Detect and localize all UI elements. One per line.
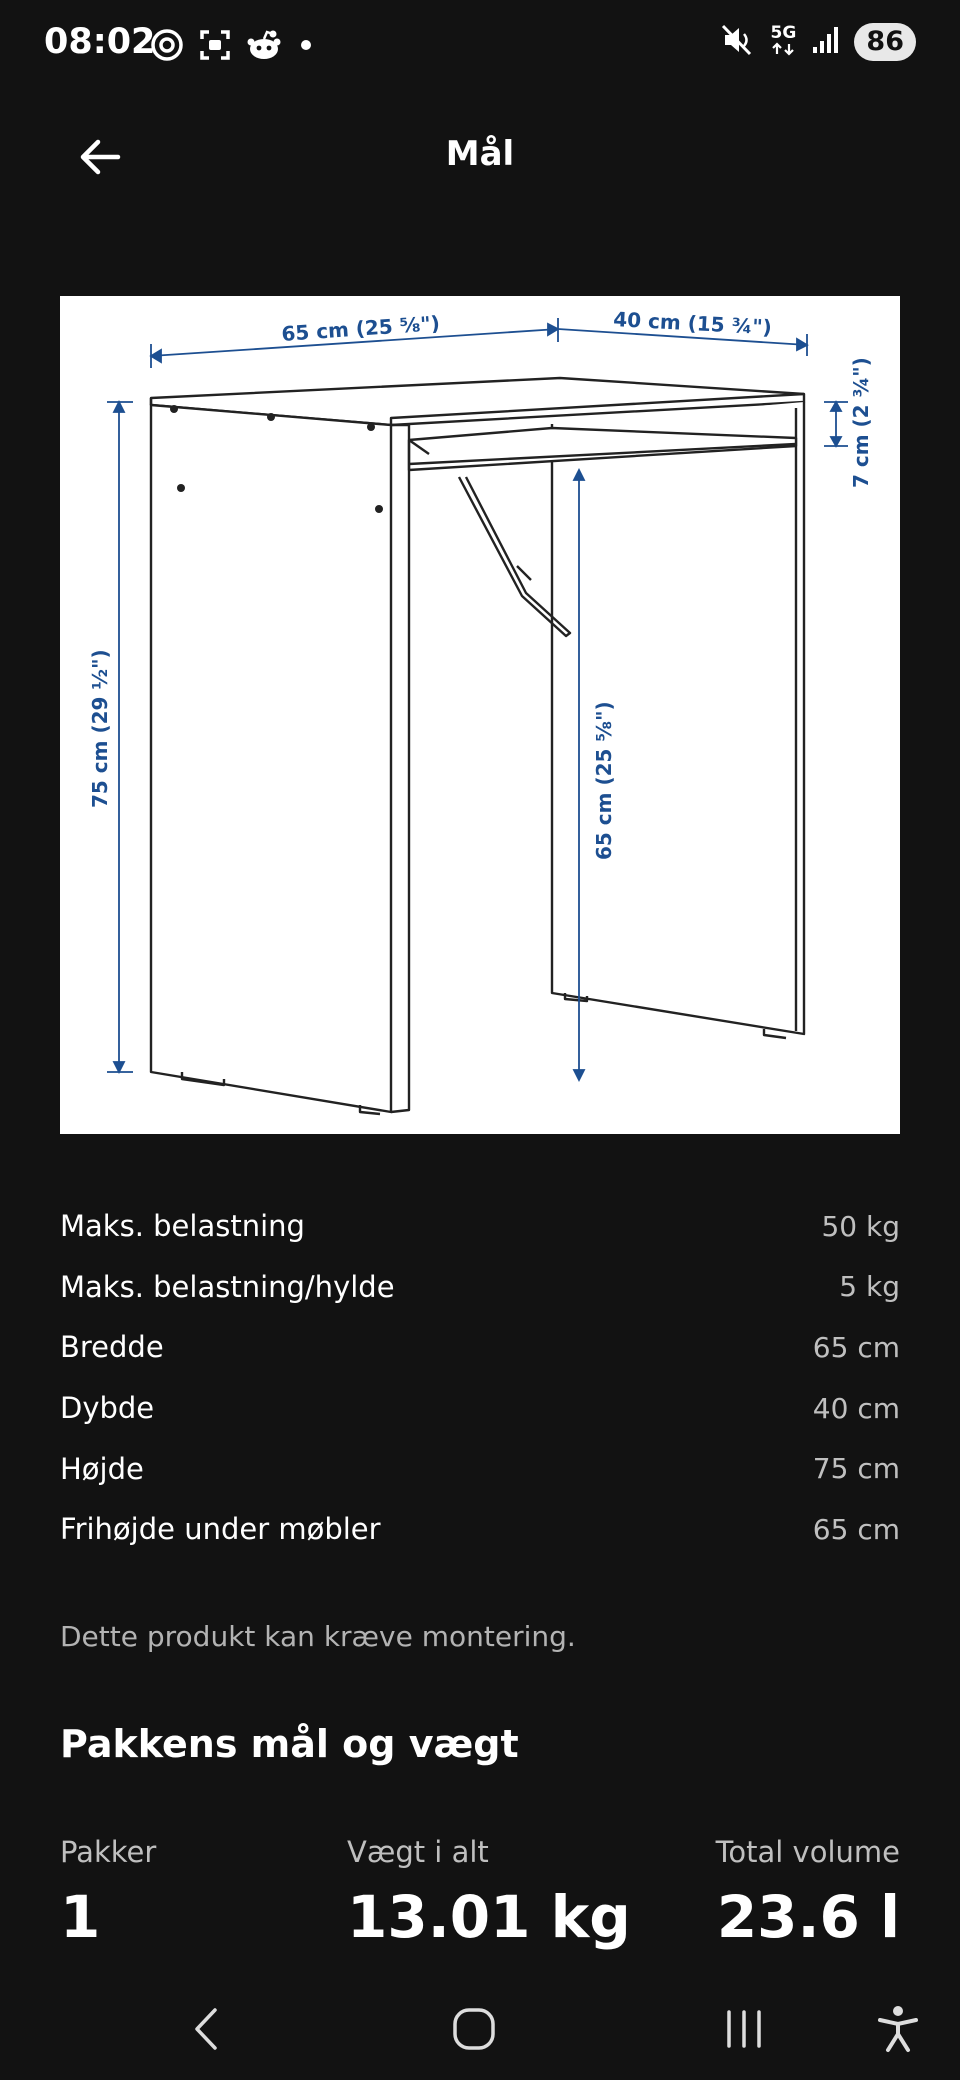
shelf-gap-label: 7 cm (2 ¾") [849, 357, 873, 488]
spec-label: Frihøjde under møbler [60, 1512, 381, 1547]
desk-illustration [60, 296, 900, 1134]
spec-row [60, 1196, 900, 1257]
depth-label: 40 cm (15 ¾") [612, 307, 773, 340]
nav-recents-button[interactable] [704, 1994, 784, 2064]
network-label: 5G [770, 22, 797, 43]
dot-icon [296, 28, 316, 66]
spec-label: Maks. belastning [60, 1209, 305, 1244]
nav-recents-icon [721, 2006, 767, 2052]
nav-home-icon [451, 2006, 497, 2052]
spec-label: Dybde [60, 1391, 155, 1426]
status-icons-right [720, 22, 916, 62]
spec-value: 40 cm [812, 1391, 900, 1425]
spec-value: 65 cm [812, 1330, 900, 1364]
package-heading: Pakkens mål og vægt [60, 1722, 519, 1766]
nav-back-icon [191, 2006, 221, 2052]
page-title: Mål [445, 134, 515, 174]
status-icons-left [150, 28, 316, 66]
accessibility-icon [876, 2004, 920, 2054]
app-bar [0, 100, 960, 212]
system-nav-bar [0, 1980, 960, 2080]
width-label: 65 cm (25 ⅝") [280, 310, 441, 346]
battery-icon: 86 [854, 23, 916, 61]
status-time: 08:02 [44, 22, 156, 62]
nav-back-button[interactable] [166, 1994, 246, 2064]
nav-home-button[interactable] [434, 1994, 514, 2064]
assembly-note: Dette produkt kan kræve montering. [60, 1620, 576, 1653]
package-weight-value: 13.01 kg [347, 1883, 631, 1951]
reddit-icon [246, 28, 282, 66]
spec-value: 5 kg [839, 1270, 900, 1304]
spec-label: Bredde [60, 1330, 164, 1365]
spec-label: Maks. belastning/hylde [60, 1269, 395, 1304]
package-count-value: 1 [60, 1883, 101, 1951]
package-volume [716, 1835, 900, 1951]
spec-label: Højde [60, 1451, 144, 1486]
clearance-label: 65 cm (25 ⅝") [592, 701, 616, 860]
spec-row [60, 1438, 900, 1499]
spec-row [60, 1257, 900, 1318]
package-weight [347, 1835, 631, 1951]
spec-row [60, 1499, 900, 1560]
mute-icon [720, 22, 754, 62]
package-count-label: Pakker [60, 1835, 157, 1869]
spec-row [60, 1378, 900, 1439]
package-volume-value: 23.6 l [716, 1883, 900, 1951]
spec-list [60, 1196, 900, 1560]
spec-value: 50 kg [821, 1209, 900, 1243]
spec-value: 65 cm [812, 1512, 900, 1546]
spec-value: 75 cm [812, 1452, 900, 1486]
focus-icon [150, 28, 184, 66]
package-summary [60, 1835, 900, 1955]
accessibility-button[interactable] [858, 1994, 938, 2064]
package-weight-label: Vægt i alt [347, 1835, 489, 1869]
screenshot-icon [198, 28, 232, 66]
package-volume-label: Total volume [715, 1835, 900, 1869]
dimension-drawing [60, 296, 900, 1134]
package-count [60, 1835, 156, 1951]
status-bar [0, 0, 960, 92]
signal-icon [812, 25, 840, 59]
spec-row [60, 1317, 900, 1378]
height-label: 75 cm (29 ½") [88, 649, 112, 808]
5g-icon [768, 22, 798, 60]
